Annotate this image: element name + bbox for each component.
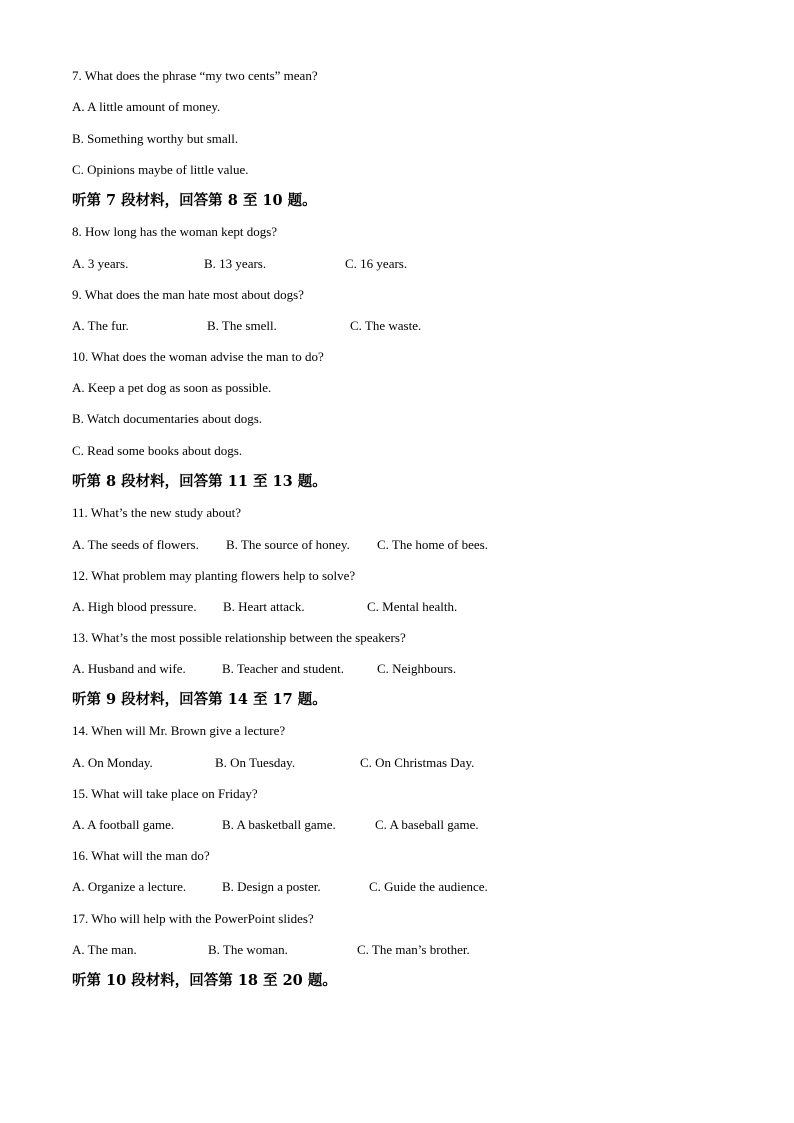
question-14-option-a: A. On Monday.	[72, 755, 153, 770]
question-10-option-c: C. Read some books about dogs.	[72, 443, 243, 458]
question-11-option-a: A. The seeds of flowers.	[72, 537, 199, 552]
question-8-option-b: B. 13 years.	[204, 256, 267, 271]
question-16-option-b: B. Design a poster.	[222, 879, 321, 894]
question-9-option-b: B. The smell.	[207, 318, 277, 333]
question-15-option-b: B. A basketball game.	[222, 817, 336, 832]
question-17-option-b: B. The woman.	[208, 942, 288, 957]
question-10-option-a: A. Keep a pet dog as soon as possible.	[72, 380, 272, 395]
question-8-option-a: A. 3 years.	[72, 256, 129, 271]
question-9: 9. What does the man hate most about dogs?	[72, 287, 304, 302]
question-16-option-a: A. Organize a lecture.	[72, 879, 187, 894]
question-14-option-b: B. On Tuesday.	[215, 755, 296, 770]
section-7-heading: 听第 7 段材料，回答第 8 至 10 题。	[72, 192, 317, 209]
section-9-heading: 听第 9 段材料，回答第 14 至 17 题。	[72, 691, 327, 708]
question-15-option-c: C. A baseball game.	[375, 817, 479, 832]
question-14: 14. When will Mr. Brown give a lecture?	[72, 723, 286, 738]
question-7-option-a: A. A little amount of money.	[72, 99, 221, 114]
question-8-option-c: C. 16 years.	[345, 256, 408, 271]
question-13-option-a: A. Husband and wife.	[72, 661, 186, 676]
question-16-option-c: C. Guide the audience.	[369, 879, 488, 894]
question-7-option-c: C. Opinions maybe of little value.	[72, 162, 249, 177]
question-7: 7. What does the phrase “my two cents” mean?	[72, 68, 318, 83]
question-12-option-c: C. Mental health.	[367, 599, 458, 614]
question-13-option-c: C. Neighbours.	[377, 661, 457, 676]
question-11-option-c: C. The home of bees.	[377, 537, 488, 552]
question-11: 11. What’s the new study about?	[72, 505, 241, 520]
question-14-option-c: C. On Christmas Day.	[360, 755, 475, 770]
question-9-option-a: A. The fur.	[72, 318, 129, 333]
section-8-heading: 听第 8 段材料，回答第 11 至 13 题。	[72, 473, 327, 490]
question-13: 13. What’s the most possible relationship between the speakers?	[72, 630, 406, 645]
question-8: 8. How long has the woman kept dogs?	[72, 224, 278, 239]
section-10-heading: 听第 10 段材料，回答第 18 至 20 题。	[72, 972, 337, 989]
question-10-option-b: B. Watch documentaries about dogs.	[72, 411, 263, 426]
question-12-option-a: A. High blood pressure.	[72, 599, 197, 614]
question-17-option-c: C. The man’s brother.	[357, 942, 470, 957]
question-16: 16. What will the man do?	[72, 848, 210, 863]
question-12: 12. What problem may planting flowers help to solve?	[72, 568, 356, 583]
question-9-option-c: C. The waste.	[350, 318, 422, 333]
question-15-option-a: A. A football game.	[72, 817, 175, 832]
question-11-option-b: B. The source of honey.	[226, 537, 350, 552]
question-13-option-b: B. Teacher and student.	[222, 661, 344, 676]
question-15: 15. What will take place on Friday?	[72, 786, 258, 801]
question-12-option-b: B. Heart attack.	[223, 599, 305, 614]
question-7-option-b: B. Something worthy but small.	[72, 131, 239, 146]
question-17: 17. Who will help with the PowerPoint slides?	[72, 911, 314, 926]
question-10: 10. What does the woman advise the man to do?	[72, 349, 324, 364]
question-17-option-a: A. The man.	[72, 942, 137, 957]
